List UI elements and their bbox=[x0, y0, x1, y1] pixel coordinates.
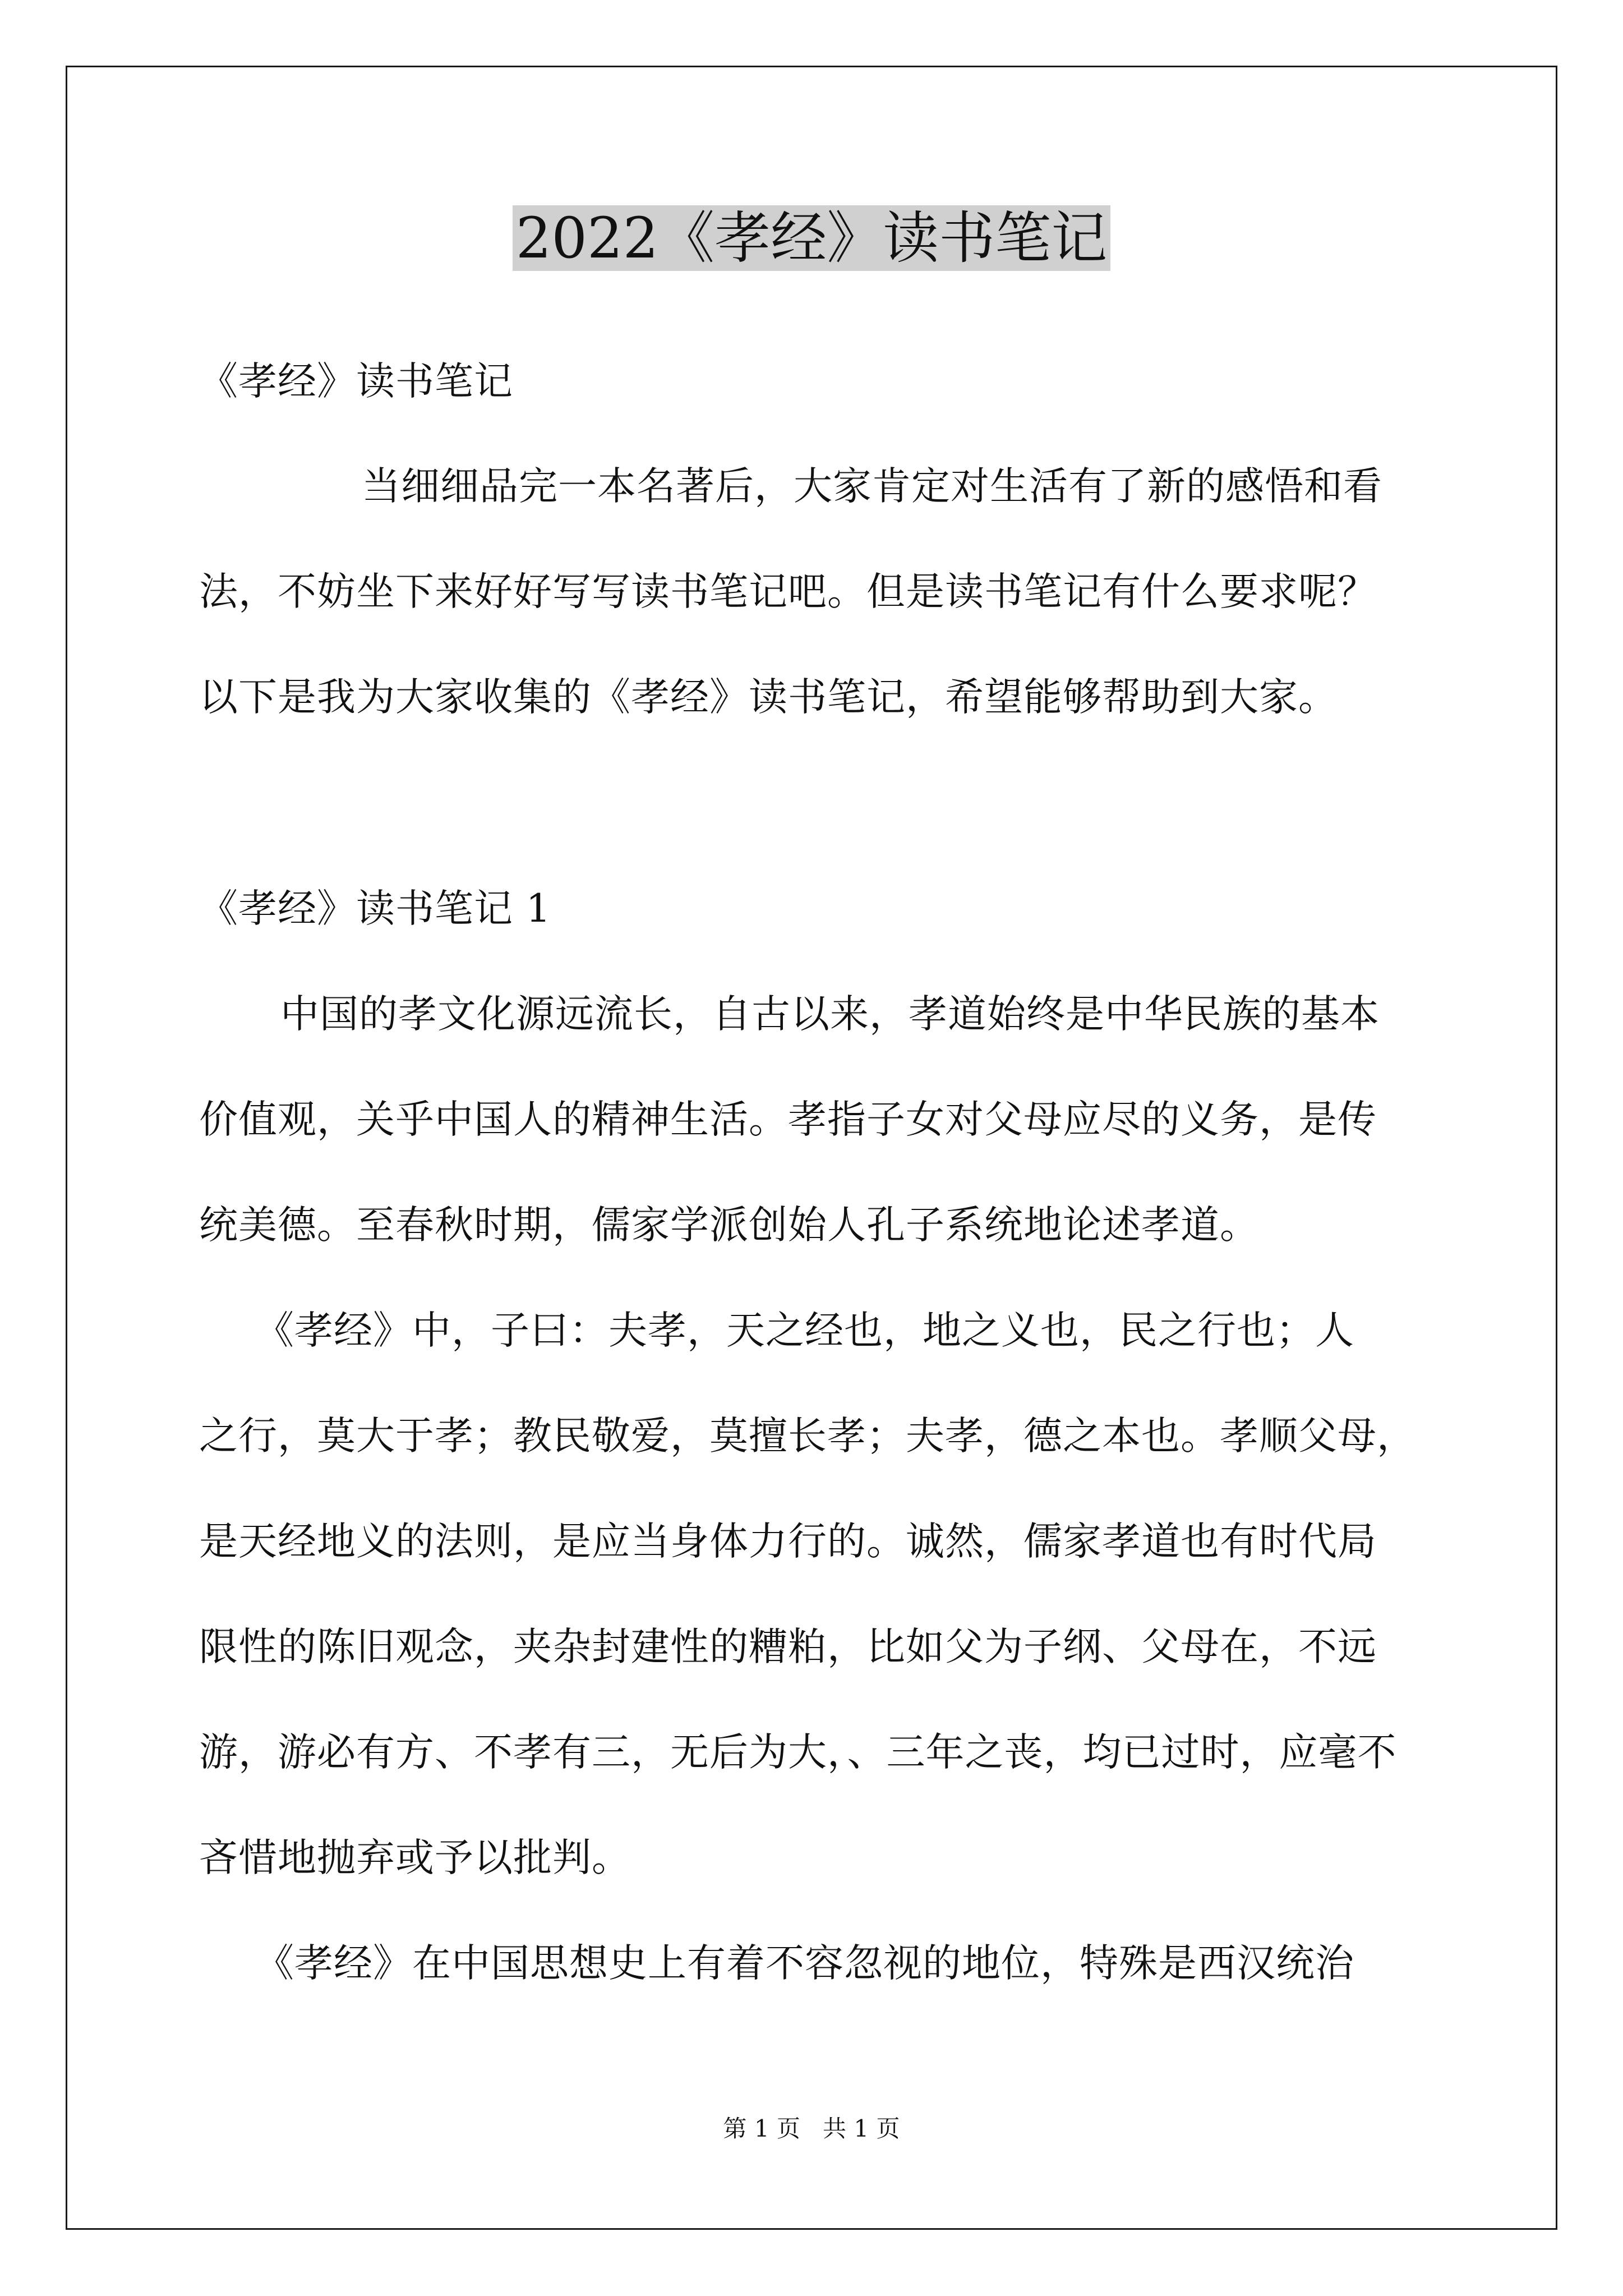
paragraph-line: 中国的孝文化源远流长，自古以来，孝道始终是中华民族的基本 bbox=[280, 992, 1380, 1037]
paragraph-line: 《孝经》在中国思想史上有着不容忽视的地位，特殊是西汉统治 bbox=[255, 1941, 1354, 1986]
paragraph-line: 统美德。至春秋时期，儒家学派创始人孔子系统地论述孝道。 bbox=[199, 1203, 1259, 1248]
paragraph-line: 之行，莫大于孝；教民敬爱，莫擅长孝；夫孝，德之本也。孝顺父母， bbox=[199, 1414, 1416, 1458]
section-heading: 《孝经》读书笔记 1 bbox=[199, 886, 551, 931]
document-title-text: 2022《孝经》读书笔记 bbox=[513, 205, 1111, 271]
intro-line: 以下是我为大家收集的《孝经》读书笔记，希望能够帮助到大家。 bbox=[199, 675, 1338, 720]
paragraph-line: 吝惜地抛弃或予以批判。 bbox=[199, 1835, 631, 1880]
paragraph-line: 《孝经》中，子曰：夫孝，天之经也，地之义也，民之行也；人 bbox=[255, 1308, 1354, 1353]
paragraph-line: 价值观，关乎中国人的精神生活。孝指子女对父母应尽的义务，是传 bbox=[199, 1097, 1377, 1142]
paragraph-line: 限性的陈旧观念，夹杂封建性的糟粕，比如父为子纲、父母在，不远 bbox=[199, 1625, 1377, 1669]
paragraph-line: 是天经地义的法则，是应当身体力行的。诚然，儒家孝道也有时代局 bbox=[199, 1519, 1377, 1564]
document-subtitle: 《孝经》读书笔记 bbox=[199, 359, 513, 404]
page-footer: 第 1 页 共 1 页 bbox=[723, 2115, 900, 2142]
paragraph-line: 游，游必有方、不孝有三，无后为大，、三年之丧，均已过时，应毫不 bbox=[199, 1730, 1397, 1775]
intro-line: 法，不妨坐下来好好写写读书笔记吧。但是读书笔记有什么要求呢？ bbox=[199, 569, 1377, 614]
document-title bbox=[0, 199, 1623, 278]
intro-line: 当细细品完一本名著后，大家肯定对生活有了新的感悟和看 bbox=[362, 464, 1382, 509]
